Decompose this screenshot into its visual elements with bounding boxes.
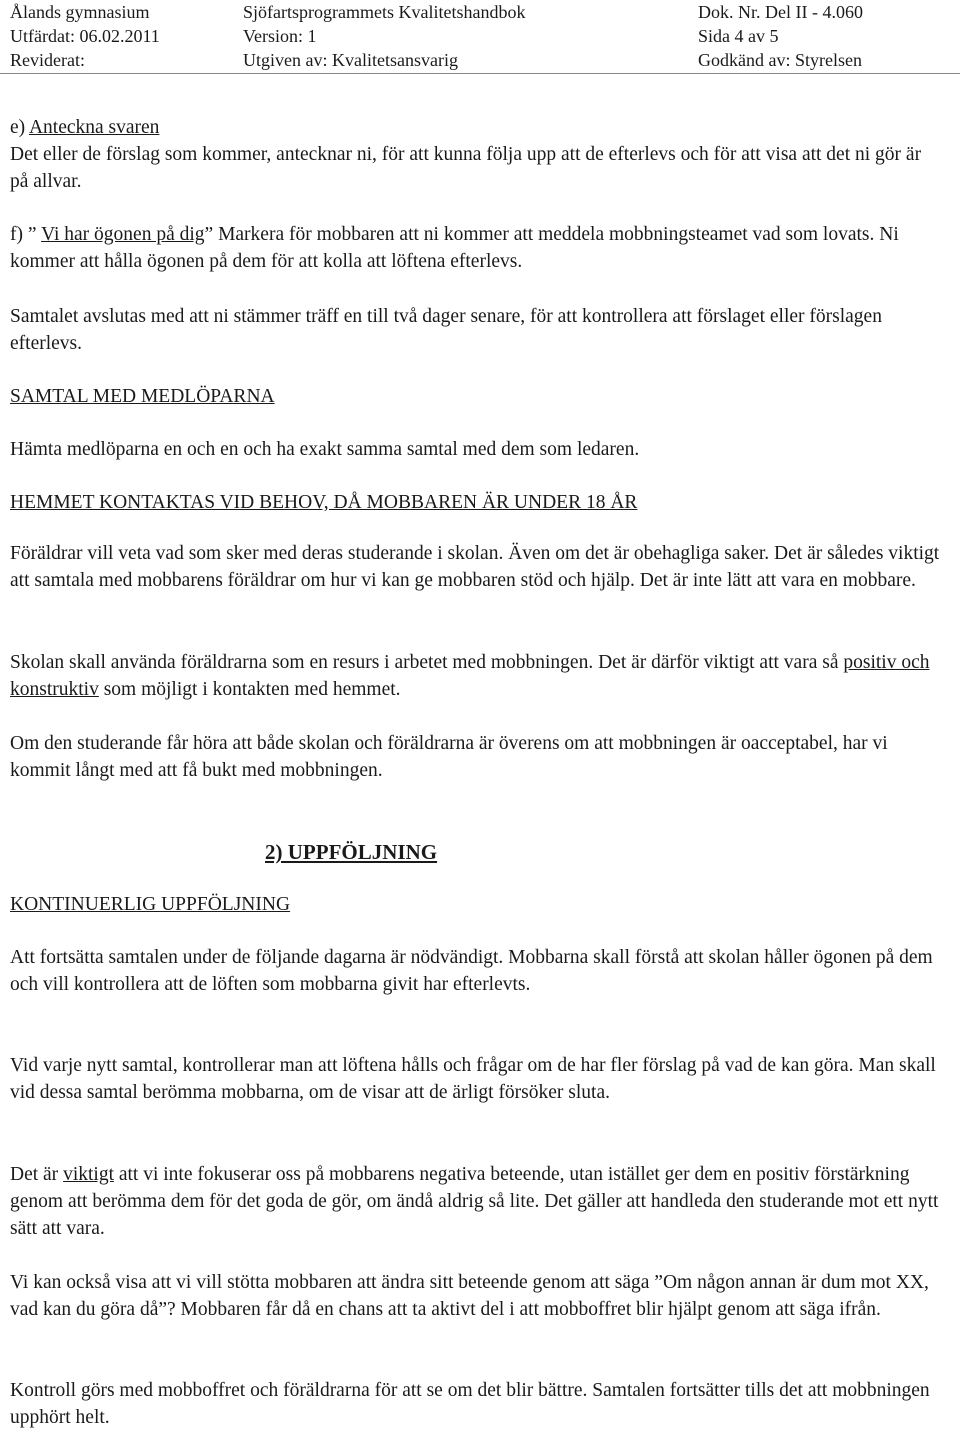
paragraph-foraldrar: Föräldrar vill veta vad som sker med deras studerande i skolan. Även om det är obehagliga saker. Det är således viktigt att samtala med mobbarens föräldrar om hur vi kan ge mobbaren stöd och hjälp. Det är inte lätt att vara en mobbare. [10,543,940,591]
paragraph-studerande: Om den studerande får höra att både skolan och föräldrarna är överens om att mobbningen är oacceptabel, har vi kommit långt med att få bukt med mobbningen. [10,733,888,781]
paragraph-skolan [10,649,940,703]
section-e [10,114,940,195]
section-e-title: Anteckna svaren [28,117,160,138]
published-by: Utgiven av: Kvalitetsansvarig [243,50,458,70]
section-e-prefix: e) [10,117,29,138]
header-divider [0,73,960,74]
paragraph-visa: Vi kan också visa att vi vill stötta mobbaren att ändra sitt beteende genom att säga ”Om någon annan är dum mot XX, vad kan du göra då”? Mobbaren får då en chans att ta aktivt del i att mobboffret blir hjälpt genom att säga ifrån. [10,1272,929,1320]
paragraph-medloparna: Hämta medlöparna en och en och ha exakt samma samtal med dem som ledaren. [10,439,640,460]
heading-uppfoljning: 2) UPPFÖLJNING [265,840,438,864]
approved-by: Godkänd av: Styrelsen [698,50,862,70]
school-name: Ålands gymnasium [10,2,150,22]
heading-hemmet: HEMMET KONTAKTAS VID BEHOV, DÅ MOBBAREN ÄR UNDER 18 ÅR [10,492,638,513]
header-row-1 [0,0,960,24]
revised-label: Reviderat: [10,50,85,70]
skolan-text-1: Skolan skall använda föräldrarna som en resurs i arbetet med mobbningen. Det är därför viktigt att vara så [10,652,844,673]
header-row-2 [0,24,960,48]
handbook-title: Sjöfartsprogrammets Kvalitetshandbok [243,2,526,22]
viktigt-text-2: att vi inte fokuserar oss på mobbarens negativa beteende, utan istället ger dem en positiv förstärkning genom att berömma dem för det goda de gör, om ändå aldrig så lite. Det gäller att handleda den studerande mot ett nytt sätt att vara. [10,1164,939,1239]
section-f-title: Vi har ögonen på dig [41,224,205,245]
section-e-body: Det eller de förslag som kommer, antecknar ni, för att kunna följa upp att de efterlevs och för att visa att det ni gör är på allvar. [10,144,922,192]
document-header [0,0,960,72]
page-number: Sida 4 av 5 [698,26,779,46]
paragraph-viktigt [10,1161,940,1242]
version: Version: 1 [243,26,317,46]
viktigt-underlined: viktigt [63,1164,114,1185]
document-number: Dok. Nr. Del II - 4.060 [698,2,863,22]
heading-medloparna: SAMTAL MED MEDLÖPARNA [10,386,275,407]
section-f-body: Markera för mobbaren att ni kommer att meddela mobbningsteamet vad som lovats. Ni kommer att hålla ögonen på dem för att kolla att löftena efterlevs. [10,224,899,272]
skolan-text-2: som möjligt i kontakten med hemmet. [98,679,401,700]
viktigt-text-1: Det är [10,1164,64,1185]
paragraph-fortsatta: Att fortsätta samtalen under de följande dagarna är nödvändigt. Mobbarna skall förstå att skolan håller ögonen på dem och vill kontrollera att de löften som mobbarna givit har efterlevts. [10,947,933,995]
section-f-prefix: f) [10,224,28,245]
paragraph-kontroll: Kontroll görs med mobboffret och föräldrarna för att se om det blir bättre. Samtalen fortsätter tills det att mobbningen upphört helt. [10,1380,930,1428]
heading-kontinuerlig: KONTINUERLIG UPPFÖLJNING [10,894,291,915]
paragraph-varje: Vid varje nytt samtal, kontrollerar man att löftena hålls och frågar om de har fler förslag på vad de kan göra. Man skall vid dessa samtal berömma mobbarna, om de visar att de ärligt försöker sluta. [10,1055,936,1103]
header-row-3 [0,48,960,72]
paragraph-samtalet: Samtalet avslutas med att ni stämmer träff en till två dager senare, för att kontrollera att förslaget eller förslagen efterlevs. [10,306,882,354]
skolan-underlined: positiv och konstruktiv [10,652,930,700]
issued-date: Utfärdat: 06.02.2011 [10,26,160,46]
section-f: f) ” Vi har ögonen på dig” Markera för mobbaren att ni kommer att meddela mobbningsteamet vad som lovats. Ni kommer att hålla ögonen på dem för att kolla att löftena efterlevs. [10,224,899,272]
